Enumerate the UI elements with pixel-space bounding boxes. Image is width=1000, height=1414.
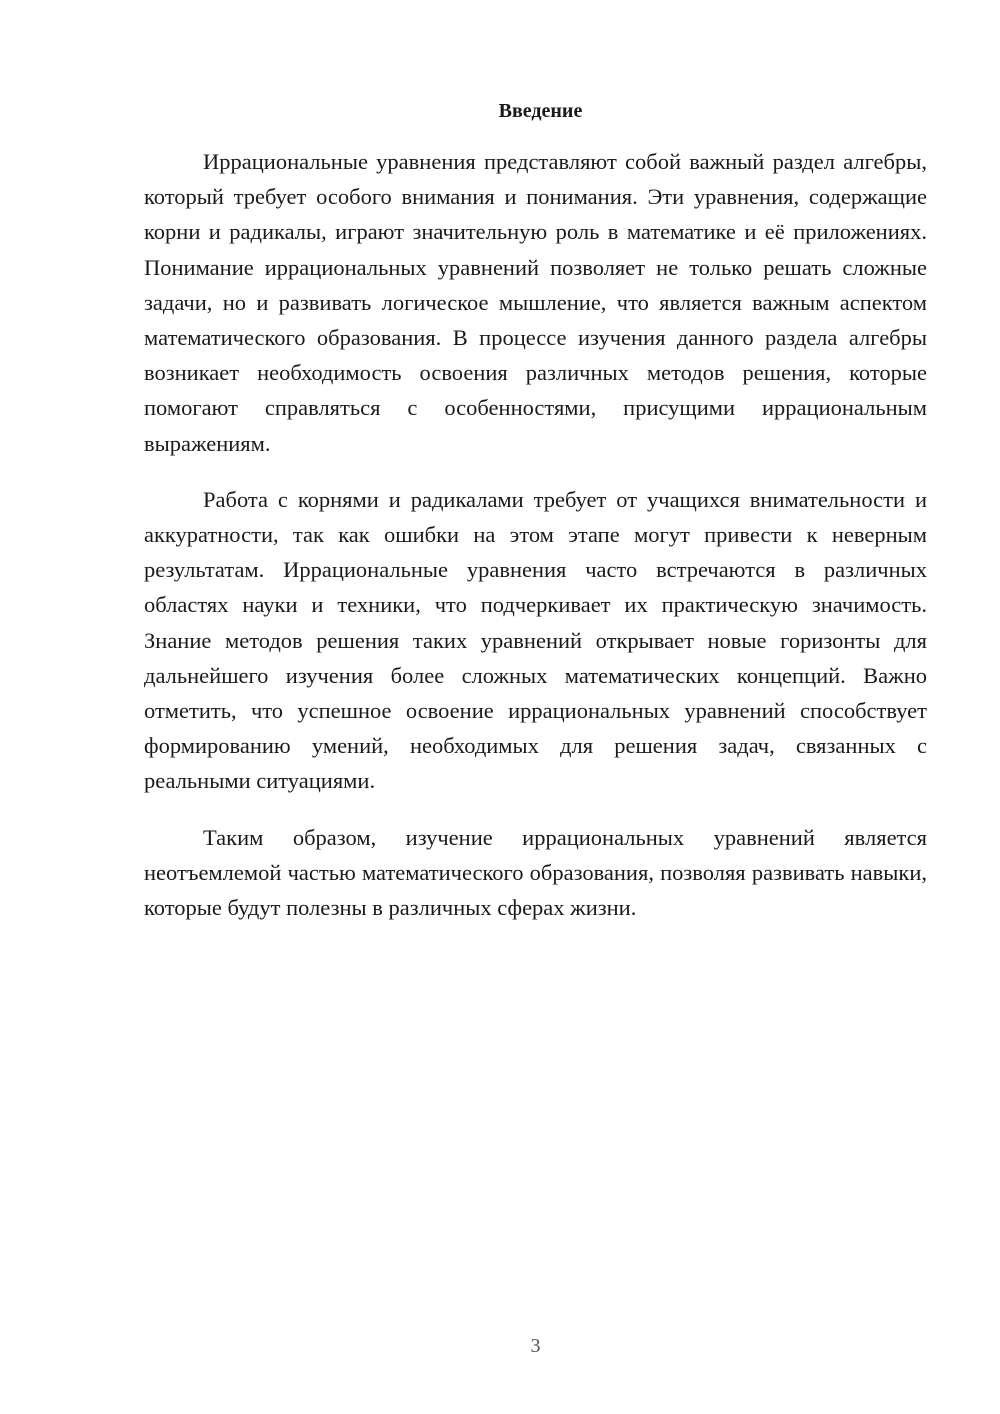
page-number: 3 <box>530 1335 541 1357</box>
paragraph-1: Иррациональные уравнения представляют собой важный раздел алгебры, который требует особого внимания и понимания. Эти уравнения, содержащие корни и радикалы, играют значительную роль в математике и её приложениях. Понимание иррациональных уравнений позволяет не только решать сложные задачи, но и развивать логическое мышление, что является важным аспектом математического образования. В процессе изучения данного раздела алгебры возникает необходимость освоения различных методов решения, которые помогают справляться с особенностями, присущими иррациональным выражениям. <box>144 149 927 456</box>
page-content <box>144 96 927 925</box>
paragraph-3: Таким образом, изучение иррациональных уравнений является неотъемлемой частью математического образования, позволяя развивать навыки, которые будут полезны в различных сферах жизни. <box>144 824 927 921</box>
section-title: Введение <box>498 100 583 122</box>
paragraph-2: Работа с корнями и радикалами требует от учащихся внимательности и аккуратности, так как ошибки на этом этапе могут привести к неверным результатам. Иррациональные уравнения часто встречаются в различных областях науки и техники, что подчеркивает их практическую значимость. Знание методов решения таких уравнений открывает новые горизонты для дальнейшего изучения более сложных математических концепций. Важно отметить, что успешное освоение иррациональных уравнений способствует формированию умений, необходимых для решения задач, связанных с реальными ситуациями. <box>144 486 927 794</box>
